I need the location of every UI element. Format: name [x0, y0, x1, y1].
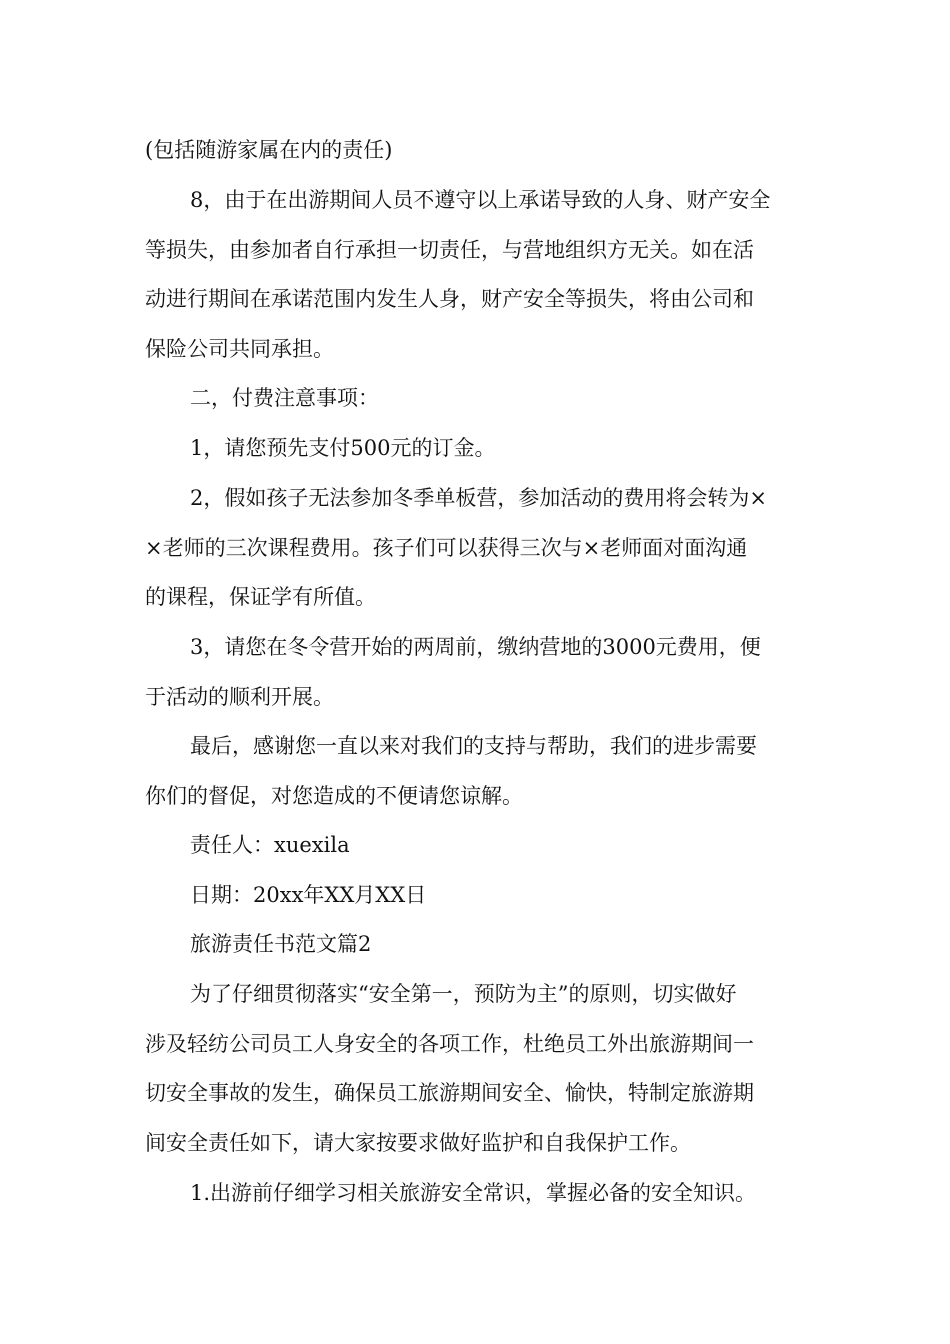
- text-line: 切安全事故的发生，确保员工旅游期间安全、愉快，特制定旅游期: [145, 1081, 754, 1105]
- text-line: 涉及轻纺公司员工人身安全的各项工作，杜绝员工外出旅游期间一: [145, 1031, 754, 1056]
- text-line: 你们的督促，对您造成的不便请您谅解。: [145, 783, 523, 808]
- section-heading-payment: [145, 374, 810, 424]
- paragraph-rule-1: [145, 1169, 810, 1219]
- responsible-person: [145, 821, 810, 871]
- text-line: 8，由于在出游期间人员不遵守以上承诺导致的人身、财产安全: [190, 188, 771, 212]
- paragraph-payment-3: [145, 623, 810, 722]
- text-line: 间安全责任如下，请大家按要求做好监护和自我保护工作。: [145, 1130, 691, 1155]
- paragraph-liability-note: [145, 126, 810, 176]
- paragraph-intro-2: [145, 970, 810, 1168]
- paragraph-payment-1: [145, 424, 810, 474]
- text-line: 1，请您预先支付500元的订金。: [190, 436, 496, 460]
- paragraph-item-8: [145, 176, 810, 374]
- text-line: 二，付费注意事项：: [190, 386, 379, 410]
- text-line: 等损失，由参加者自行承担一切责任，与营地组织方无关。如在活: [145, 237, 754, 262]
- text-line: 2，假如孩子无法参加冬季单板营，参加活动的费用将会转为×: [190, 486, 767, 510]
- text-line: 责任人：xuexila: [190, 833, 350, 857]
- text-line: 动进行期间在承诺范围内发生人身，财产安全等损失，将由公司和: [145, 287, 754, 311]
- text-line: 的课程，保证学有所值。: [145, 585, 376, 609]
- text-line: 3，请您在冬令营开始的两周前，缴纳营地的3000元费用，便: [190, 635, 761, 659]
- text-line: ×老师的三次课程费用。孩子们可以获得三次与×老师面对面沟通: [145, 535, 748, 560]
- text-line: 为了仔细贯彻落实“安全第一，预防为主”的原则，切实做好: [190, 982, 737, 1006]
- text-line: (包括随游家属在内的责任): [145, 138, 393, 162]
- paragraph-payment-2: [145, 474, 810, 623]
- text-line: 保险公司共同承担。: [145, 336, 334, 361]
- text-line: 旅游责任书范文篇2: [190, 932, 372, 956]
- paragraph-closing: [145, 722, 810, 821]
- text-line: 1.出游前仔细学习相关旅游安全常识，掌握必备的安全知识。: [190, 1181, 757, 1205]
- text-line: 日期：20xx年XX月XX日: [190, 883, 427, 907]
- section-title-2: [145, 920, 810, 970]
- text-line: 于活动的顺利开展。: [145, 684, 334, 709]
- document-date: [145, 871, 810, 921]
- text-line: 最后，感谢您一直以来对我们的支持与帮助，我们的进步需要: [190, 734, 757, 758]
